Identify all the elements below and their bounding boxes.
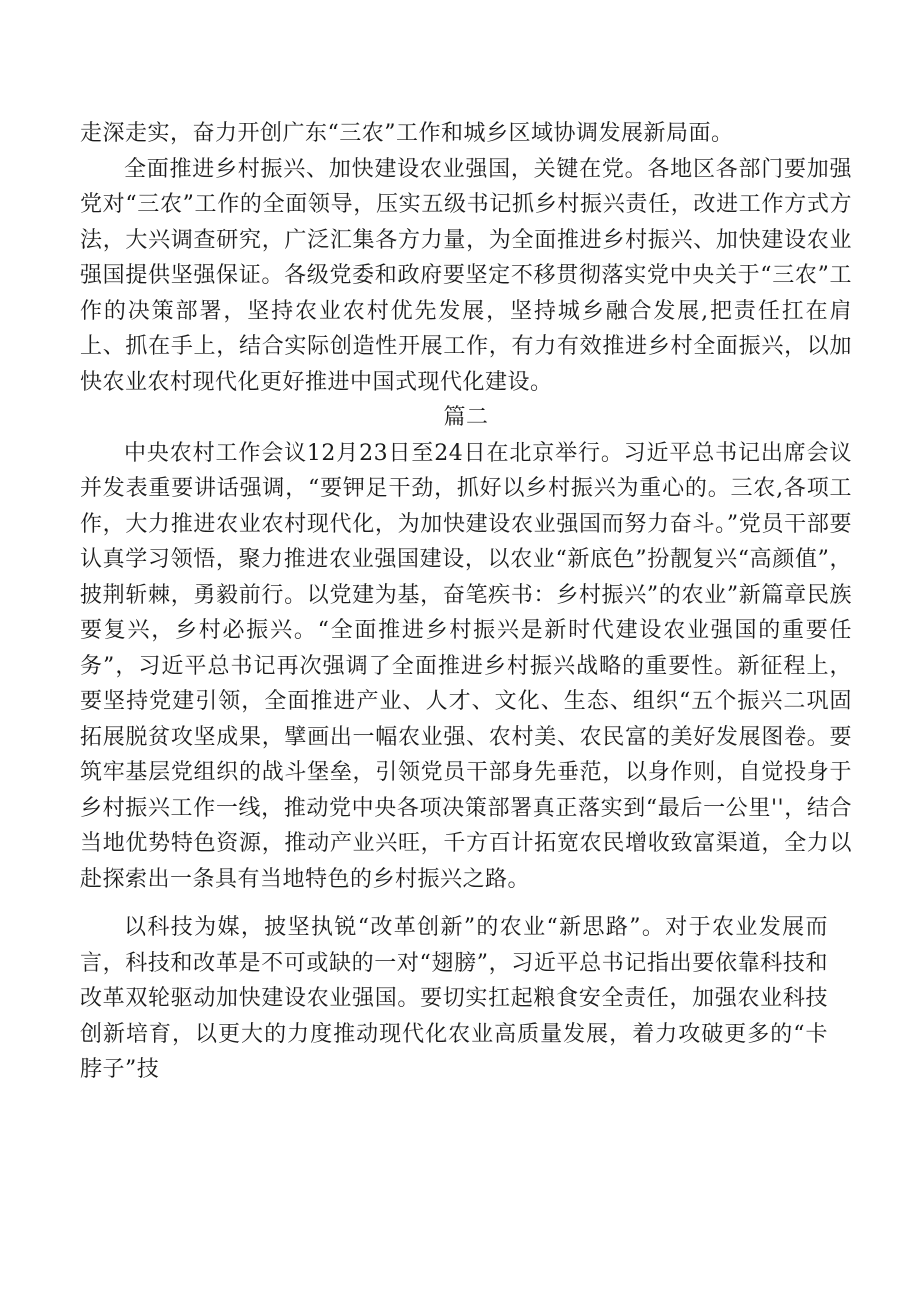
paragraph-continued: 走深走实，奋力开创广东“三农”工作和城乡区域协调发展新局面。 <box>80 121 734 146</box>
paragraph-technology-reform: 以科技为媒，披坚执锐“改革创新”的农业“新思路”。对于农业发展而言，科技和改革是不可或缺的一对“翅膀”，习近平总书记指出要依靠科技和改革双轮驱动加快建设农业强国。要切实扛起粮食安全责任，加强农业科技创新培育，以更大的力度推动现代化农业高质量发展，着力攻破更多的“卡脖子”技 <box>80 915 828 1082</box>
paragraph-rural-work-conference: 中央农村工作会议12月23日至24日在北京举行。习近平总书记出席会议并发表重要讲话强调，“要钾足干劲，抓好以乡村振兴为重心的。三农,各项工作，大力推进农业农村现代化，为加快建设农业强国而努力奋斗。”党员干部要认真学习领悟，聚力推进农业强国建设，以农业“新底色”扮靓复兴“高颜值”，披荆斩棘，勇毅前行。以党建为基，奋笔疾书：乡村振兴”的农业”新篇章民族要复兴，乡村必振兴。“全面推进乡村振兴是新时代建设农业强国的重要任务”，习近平总书记再次强调了全面推进乡村振兴战略的重要性。新征程上，要坚持党建引领，全面推进产业、人才、文化、生态、组织“五个振兴二巩固拓展脱贫攻坚成果，擘画出一幅农业强、农村美、农民富的美好发展图卷。要筑牢基层党组织的战斗堡垒，引领党员干部身先垂范，以身作则，自觉投身于乡村振兴工作一线，推动党中央各项决策部署真正落实到“最后一公里''，结合当地优势特色资源，推动产业兴旺，千方百计拓宽农民增收致富渠道，全力以赴探索出一条具有当地特色的乡村振兴之路。 <box>80 440 852 892</box>
paragraph-party-leadership: 全面推进乡村振兴、加快建设农业强国，关键在党。各地区各部门要加强党对“三农”工作的全面领导，压实五级书记抓乡村振兴责任，改进工作方式方法，大兴调查研究，广泛汇集各方力量，为全面推进乡村振兴、加快建设农业强国提供坚强保证。各级党委和政府要坚定不移贯彻落实党中央关于“三农”工作的决策部署，坚持农业农村优先发展，坚持城乡融合发展,把责任扛在肩上、抓在手上，结合实际创造性开展工作，有力有效推进乡村全面振兴，以加快农业农村现代化更好推进中国式现代化建设。 <box>80 156 852 395</box>
document-body <box>80 116 852 1088</box>
section-heading: 篇二 <box>443 405 489 430</box>
